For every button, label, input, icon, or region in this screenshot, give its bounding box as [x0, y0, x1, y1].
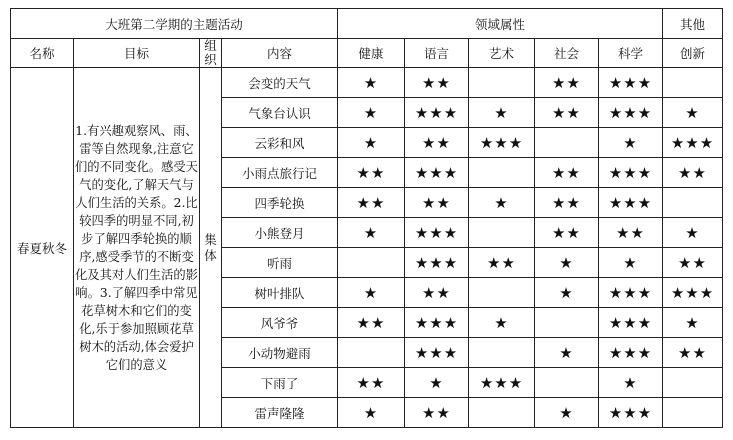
- header-org: [200, 39, 222, 68]
- rating-art: ★: [469, 188, 535, 218]
- rating-health: ★: [338, 218, 405, 248]
- rating-health: ★: [338, 278, 405, 308]
- rating-health: ★: [338, 98, 405, 128]
- rating-science: ★★★: [599, 338, 663, 368]
- rating-language: ★★★: [405, 338, 469, 368]
- theme-name: 春夏秋冬: [11, 68, 74, 428]
- rating-social: [535, 308, 599, 338]
- rating-health: [338, 248, 405, 278]
- rating-science: ★★★: [599, 68, 663, 98]
- rating-language: ★★★: [405, 158, 469, 188]
- rating-health: ★★: [338, 368, 405, 398]
- rating-science: ★★★: [599, 98, 663, 128]
- activity-content: 下雨了: [222, 368, 338, 398]
- rating-science: ★: [599, 368, 663, 398]
- activity-content: 风爷爷: [222, 308, 338, 338]
- header-science: 科学: [599, 39, 663, 68]
- activity-content: 树叶排队: [222, 278, 338, 308]
- activity-content: 小动物避雨: [222, 338, 338, 368]
- rating-art: ★: [469, 98, 535, 128]
- rating-social: ★★: [535, 218, 599, 248]
- activity-content: 小雨点旅行记: [222, 158, 338, 188]
- header-health: 健康: [338, 39, 405, 68]
- rating-art: ★: [469, 308, 535, 338]
- rating-social: ★★: [535, 98, 599, 128]
- rating-science: ★★★: [599, 308, 663, 338]
- rating-language: ★★: [405, 278, 469, 308]
- rating-health: [338, 338, 405, 368]
- header-innovation: 创新: [663, 39, 723, 68]
- rating-art: [469, 218, 535, 248]
- header-content: 内容: [222, 39, 338, 68]
- header-goal: 目标: [74, 39, 200, 68]
- rating-art: [469, 278, 535, 308]
- rating-innovation: [663, 398, 723, 428]
- rating-language: ★★★: [405, 308, 469, 338]
- rating-health: ★★: [338, 308, 405, 338]
- rating-science: ★: [599, 128, 663, 158]
- activity-content: 听雨: [222, 248, 338, 278]
- rating-language: ★★: [405, 398, 469, 428]
- rating-innovation: ★★: [663, 158, 723, 188]
- activity-content: 小熊登月: [222, 218, 338, 248]
- rating-social: ★★: [535, 68, 599, 98]
- rating-innovation: [663, 188, 723, 218]
- rating-language: ★★: [405, 68, 469, 98]
- rating-social: [535, 368, 599, 398]
- rating-science: ★★★: [599, 188, 663, 218]
- header-art: 艺术: [469, 39, 535, 68]
- goal-text: 1.有兴趣观察风、雨、雷等自然现象,注意它们的不同变化。感受天气的变化,了解天气与人们生活的关系。2.比较四季的明显不同,初步了解四季轮换的顺序,感受季节的不断变化及其对人们生活的影响。3.了解四季中常见花草树木和它们的变化,乐于参加照顾花草树木的活动,体会爱护它们的意义: [74, 68, 200, 428]
- other-header: 其他: [663, 9, 723, 39]
- header-social: 社会: [535, 39, 599, 68]
- organization-label: 集体: [204, 231, 217, 263]
- rating-art: ★★★: [469, 368, 535, 398]
- rating-social: ★: [535, 248, 599, 278]
- rating-art: ★★★: [469, 128, 535, 158]
- rating-social: ★: [535, 338, 599, 368]
- rating-science: ★★: [599, 218, 663, 248]
- table-title: 大班第二学期的主题活动: [11, 9, 338, 39]
- rating-innovation: ★★: [663, 338, 723, 368]
- rating-language: ★★: [405, 128, 469, 158]
- activity-content: 四季轮换: [222, 188, 338, 218]
- header-name: 名称: [11, 39, 74, 68]
- organization-cell: [200, 68, 222, 428]
- rating-social: ★: [535, 278, 599, 308]
- header-language: 语言: [405, 39, 469, 68]
- header-org-label: 组织: [204, 38, 217, 67]
- rating-art: [469, 338, 535, 368]
- activity-content: 云彩和风: [222, 128, 338, 158]
- rating-health: ★★: [338, 158, 405, 188]
- domain-header: 领域属性: [338, 9, 663, 39]
- theme-activity-table: [10, 8, 723, 428]
- rating-social: ★: [535, 398, 599, 428]
- activity-content: 会变的天气: [222, 68, 338, 98]
- rating-science: ★: [599, 248, 663, 278]
- rating-language: ★★: [405, 188, 469, 218]
- rating-innovation: ★: [663, 308, 723, 338]
- rating-art: [469, 158, 535, 188]
- rating-science: ★★★: [599, 158, 663, 188]
- rating-art: [469, 68, 535, 98]
- rating-language: ★★★: [405, 218, 469, 248]
- rating-art: ★★: [469, 248, 535, 278]
- rating-social: [535, 128, 599, 158]
- rating-health: ★: [338, 68, 405, 98]
- rating-social: ★★: [535, 188, 599, 218]
- activity-content: 气象台认识: [222, 98, 338, 128]
- rating-innovation: [663, 368, 723, 398]
- rating-science: ★★★: [599, 398, 663, 428]
- rating-innovation: ★★★: [663, 128, 723, 158]
- rating-innovation: ★★★: [663, 278, 723, 308]
- rating-science: ★★★: [599, 278, 663, 308]
- rating-health: ★★: [338, 188, 405, 218]
- rating-language: ★: [405, 368, 469, 398]
- rating-social: ★★: [535, 158, 599, 188]
- rating-language: ★★★: [405, 248, 469, 278]
- rating-health: ★: [338, 128, 405, 158]
- rating-art: [469, 398, 535, 428]
- rating-innovation: [663, 68, 723, 98]
- table-row: [11, 68, 723, 98]
- rating-innovation: ★: [663, 218, 723, 248]
- rating-innovation: ★★: [663, 248, 723, 278]
- rating-innovation: ★: [663, 98, 723, 128]
- activity-content: 雷声隆隆: [222, 398, 338, 428]
- rating-language: ★★★: [405, 98, 469, 128]
- rating-health: ★: [338, 398, 405, 428]
